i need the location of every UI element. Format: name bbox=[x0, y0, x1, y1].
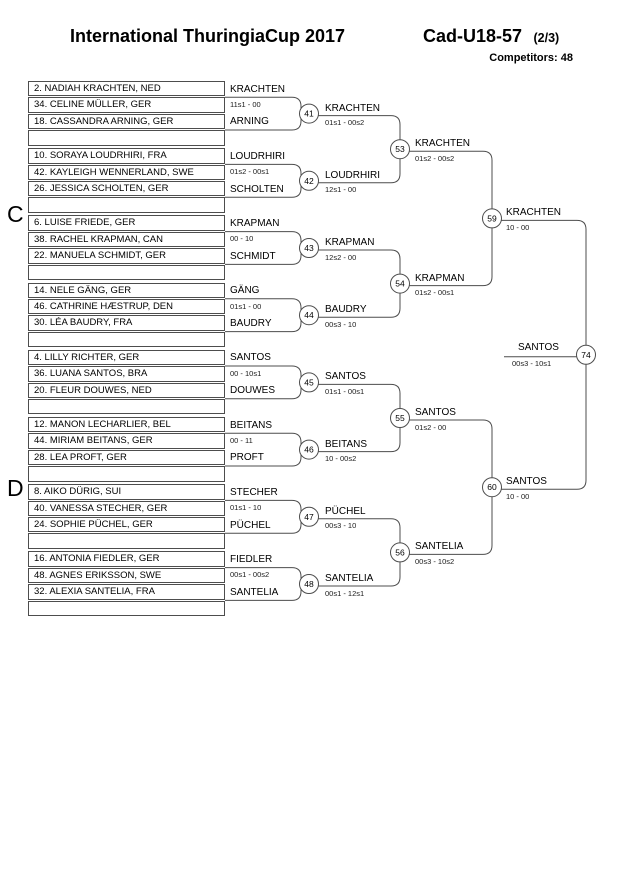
round1-score: 00 - 10s1 bbox=[230, 368, 262, 378]
match-number: 45 bbox=[304, 377, 314, 388]
match-number: 60 bbox=[487, 482, 497, 493]
match-score: 12s2 - 00 bbox=[325, 252, 357, 262]
round1-bye-label: SCHMIDT bbox=[230, 250, 276, 262]
round1-bye-label: SANTELIA bbox=[230, 586, 279, 598]
competitor-box: 6. LUISE FRIEDE, GER bbox=[28, 215, 225, 230]
round1-bye-label: DOUWES bbox=[230, 385, 275, 397]
competitor-box: 30. LÉA BAUDRY, FRA bbox=[28, 315, 225, 330]
match-number: 42 bbox=[304, 175, 314, 186]
competitor-box: 46. CATHRINE HÆSTRUP, DEN bbox=[28, 299, 225, 314]
round1-score: 01s1 - 00 bbox=[230, 301, 262, 311]
competitor-box bbox=[28, 533, 225, 548]
round1-winner-label: BEITANS bbox=[230, 419, 273, 431]
event-part: (2/3) bbox=[533, 31, 560, 45]
round1-score: 01s2 - 00s1 bbox=[230, 167, 270, 177]
match-score: 01s1 - 00s2 bbox=[325, 118, 365, 128]
competitor-box: 20. FLEUR DOUWES, NED bbox=[28, 383, 225, 398]
round1-score: 01s1 - 10 bbox=[230, 503, 262, 513]
match-score: 00s3 - 10 bbox=[325, 319, 357, 329]
round1-winner-label: STECHER bbox=[230, 486, 278, 498]
round1-bye-label: PÜCHEL bbox=[230, 519, 271, 531]
competitor-box bbox=[28, 130, 225, 145]
competitor-box bbox=[28, 601, 225, 616]
competitor-box bbox=[28, 466, 225, 481]
match-number: 74 bbox=[581, 349, 591, 360]
competitor-box: 2. NADIAH KRACHTEN, NED bbox=[28, 81, 225, 96]
competitor-box bbox=[28, 265, 225, 280]
competitor-box: 4. LILLY RICHTER, GER bbox=[28, 350, 225, 365]
match-winner-label: SANTOS bbox=[506, 476, 547, 488]
match-winner-label: PÜCHEL bbox=[325, 505, 366, 517]
competitor-box bbox=[28, 197, 225, 212]
match-number: 46 bbox=[304, 444, 314, 455]
match-winner-label: SANTOS bbox=[415, 407, 456, 418]
round1-score: 00s1 - 00s2 bbox=[230, 570, 270, 580]
match-score: 00s3 - 10s2 bbox=[415, 556, 455, 566]
round1-bye-label: BAUDRY bbox=[230, 317, 272, 329]
final-score: 00s3 - 10s1 bbox=[512, 359, 552, 369]
competitor-box: 32. ALEXIA SANTELIA, FRA bbox=[28, 584, 225, 599]
competitor-box: 40. VANESSA STECHER, GER bbox=[28, 501, 225, 516]
match-winner-label: SANTELIA bbox=[415, 541, 464, 553]
competitor-box: 44. MIRIAM BEITANS, GER bbox=[28, 433, 225, 448]
match-winner-label: LOUDRHIRI bbox=[325, 169, 381, 181]
competitor-box: 48. AGNES ERIKSSON, SWE bbox=[28, 568, 225, 583]
match-number: 41 bbox=[304, 108, 314, 119]
match-number: 59 bbox=[487, 213, 497, 224]
round1-winner-label: KRACHTEN bbox=[230, 83, 286, 95]
section-label-c: C bbox=[7, 201, 24, 227]
round1-bye-label: ARNING bbox=[230, 116, 269, 128]
match-winner-label: KRACHTEN bbox=[506, 207, 562, 219]
match-winner-label: SANTELIA bbox=[325, 573, 374, 584]
round1-winner-label: SANTOS bbox=[230, 352, 271, 364]
competitor-box bbox=[28, 399, 225, 414]
match-score: 10 - 00 bbox=[506, 491, 530, 501]
competitor-box: 14. NELE GÄNG, GER bbox=[28, 283, 225, 298]
match-winner-label: KRAPMAN bbox=[415, 272, 465, 284]
round1-winner-label: GÄNG bbox=[230, 285, 260, 297]
round1-winner-label: FIEDLER bbox=[230, 553, 273, 565]
match-score: 12s1 - 00 bbox=[325, 185, 357, 195]
match-number: 47 bbox=[304, 511, 314, 522]
event-code: Cad-U18-57 bbox=[423, 26, 523, 46]
match-number: 54 bbox=[395, 278, 405, 289]
match-score: 10 - 00 bbox=[506, 222, 530, 232]
round1-score: 00 - 11 bbox=[230, 436, 253, 445]
competitor-box: 12. MANON LECHARLIER, BEL bbox=[28, 417, 225, 432]
round1-winner-label: LOUDRHIRI bbox=[230, 150, 286, 162]
section-label-d: D bbox=[7, 475, 24, 501]
match-score: 00s1 - 12s1 bbox=[325, 588, 365, 598]
match-score: 01s2 - 00s1 bbox=[415, 288, 455, 298]
match-number: 44 bbox=[304, 310, 314, 321]
match-number: 48 bbox=[304, 579, 314, 589]
competitor-box: 24. SOPHIE PÜCHEL, GER bbox=[28, 517, 225, 532]
match-number: 55 bbox=[395, 413, 405, 423]
round1-score: 00 - 10 bbox=[230, 234, 254, 244]
competitor-box: 18. CASSANDRA ARNING, GER bbox=[28, 114, 225, 129]
competitor-box: 22. MANUELA SCHMIDT, GER bbox=[28, 248, 225, 263]
competitor-box: 28. LEA PROFT, GER bbox=[28, 450, 225, 465]
match-winner-label: KRAPMAN bbox=[325, 237, 375, 248]
match-winner-label: SANTOS bbox=[325, 371, 366, 383]
competitor-box: 10. SORAYA LOUDRHIRI, FRA bbox=[28, 148, 225, 163]
match-winner-label: BEITANS bbox=[325, 438, 368, 450]
competitors-count: Competitors: 48 bbox=[489, 52, 573, 64]
round1-score: 11s1 - 00 bbox=[230, 100, 261, 109]
competitor-box: 26. JESSICA SCHOLTEN, GER bbox=[28, 181, 225, 196]
competitor-box: 42. KAYLEIGH WENNERLAND, SWE bbox=[28, 165, 225, 180]
competitor-box bbox=[28, 332, 225, 347]
match-score: 00s3 - 10 bbox=[325, 521, 357, 531]
competitor-box: 38. RACHEL KRAPMAN, CAN bbox=[28, 232, 225, 247]
match-winner-label: KRACHTEN bbox=[415, 138, 471, 150]
round1-bye-label: PROFT bbox=[230, 452, 264, 464]
match-score: 01s2 - 00 bbox=[415, 422, 447, 432]
match-number: 56 bbox=[395, 547, 405, 558]
page-title: International ThuringiaCup 2017 bbox=[70, 26, 346, 46]
round1-bye-label: SCHOLTEN bbox=[230, 183, 284, 195]
match-score: 10 - 00s2 bbox=[325, 454, 357, 464]
match-number: 43 bbox=[304, 243, 314, 253]
round1-winner-label: KRAPMAN bbox=[230, 217, 280, 229]
match-winner-label: KRACHTEN bbox=[325, 102, 381, 114]
competitor-box: 36. LUANA SANTOS, BRA bbox=[28, 366, 225, 381]
match-score: 01s2 - 00s2 bbox=[415, 153, 455, 163]
competitor-box: 16. ANTONIA FIEDLER, GER bbox=[28, 551, 225, 566]
match-score: 01s1 - 00s1 bbox=[325, 386, 365, 396]
match-winner-label: BAUDRY bbox=[325, 304, 367, 316]
competitor-box: 34. CELINE MÜLLER, GER bbox=[28, 97, 225, 112]
competitor-box: 8. AIKO DÜRIG, SUI bbox=[28, 484, 225, 499]
match-number: 53 bbox=[395, 144, 405, 155]
final-winner-label: SANTOS bbox=[518, 341, 559, 353]
